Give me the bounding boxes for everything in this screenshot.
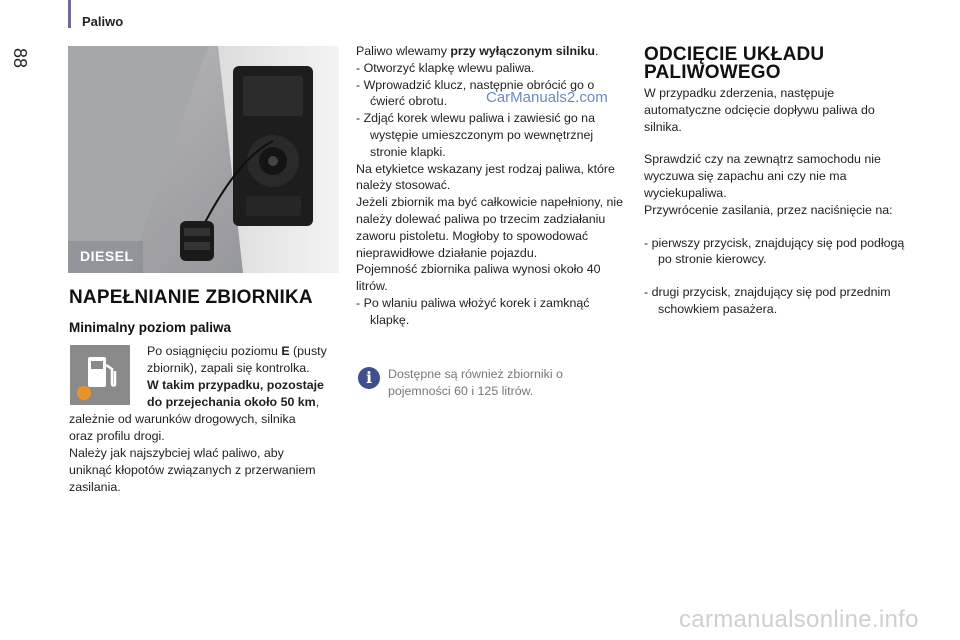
right-bullet-2: - drugi przycisk, znajdujący się pod przednim schowkiem pasażera.	[644, 285, 891, 316]
left-line-3: W takim przypadku, pozostaje	[147, 378, 324, 392]
right-text	[644, 85, 914, 318]
fuel-cutoff-heading-line-1: ODCIĘCIE UKŁADU	[644, 44, 825, 65]
left-line-4: do przejechania około 50 km,	[147, 395, 320, 409]
middle-step-4: - Po wlaniu paliwa włożyć korek i zamknąć klapkę.	[356, 295, 590, 327]
middle-para-1: Na etykietce wskazany jest rodzaj paliwa, które należy stosować.	[356, 161, 615, 193]
section-title: Paliwo	[82, 14, 124, 29]
right-para-3: Przywrócenie zasilania, przez naciśnięcie na:	[644, 202, 893, 217]
left-line-6: oraz profilu drogi.	[69, 429, 165, 443]
middle-text	[356, 43, 626, 329]
left-line-9: zasilania.	[69, 480, 121, 494]
fuel-filler-photo	[68, 46, 339, 273]
middle-step-2: - Wprowadzić klucz, następnie obrócić go o ćwierć obrotu.	[356, 77, 595, 109]
left-line-2: zbiornik), zapali się kontrolka.	[147, 361, 310, 375]
watermark-bottom: carmanualsonline.info	[679, 606, 919, 633]
section-accent-bar	[68, 0, 71, 28]
middle-intro: Paliwo wlewamy przy wyłączonym silniku.	[356, 44, 599, 58]
right-para-2: Sprawdzić czy na zewnątrz samochodu nie wyczuwa się zapachu ani czy nie ma wyciekupaliwa.	[644, 152, 881, 200]
watermark-top: CarManuals2.com	[486, 89, 608, 106]
left-line-5: zależnie od warunków drogowych, silnika	[69, 412, 296, 426]
info-icon: i	[358, 367, 380, 389]
info-note: Dostępne są również zbiorniki o pojemności 60 i 125 litrów.	[388, 367, 563, 398]
middle-step-1: - Otworzyć klapkę wlewu paliwa.	[356, 60, 535, 75]
right-para-1: W przypadku zderzenia, następuje automatyczne odcięcie dopływu paliwa do silnika.	[644, 86, 875, 134]
left-line-1: Po osiągnięciu poziomu E (pusty	[147, 344, 327, 358]
photo-label: DIESEL	[80, 248, 134, 264]
left-line-7: Należy jak najszybciej wlać paliwo, aby	[69, 446, 284, 460]
fuel-warning-lamp-icon	[70, 345, 130, 405]
middle-para-2: Jeżeli zbiornik ma być całkowicie napełniony, nie należy dolewać paliwa po trzecim zadziałaniu zaworu pistoletu. Mogłoby to spowodować nieprawidłowe działanie pojazdu.	[356, 195, 623, 260]
middle-step-3: - Zdjąć korek wlewu paliwa i zawiesić go na występie umieszczonym po wewnętrznej stronie klapki.	[356, 111, 595, 159]
middle-para-3: Pojemność zbiornika paliwa wynosi około 40 litrów.	[356, 262, 601, 294]
left-line-8: uniknąć kłopotów związanych z przerwaniem	[69, 463, 316, 477]
page-number: 88	[10, 48, 30, 69]
refuelling-heading: NAPEŁNIANIE ZBIORNIKA	[69, 287, 313, 308]
right-bullet-1: - pierwszy przycisk, znajdujący się pod podłogą po stronie kierowcy.	[644, 235, 905, 267]
minimum-level-heading: Minimalny poziom paliwa	[69, 320, 232, 335]
fuel-cutoff-heading-line-2: PALIWOWEGO	[644, 62, 781, 83]
